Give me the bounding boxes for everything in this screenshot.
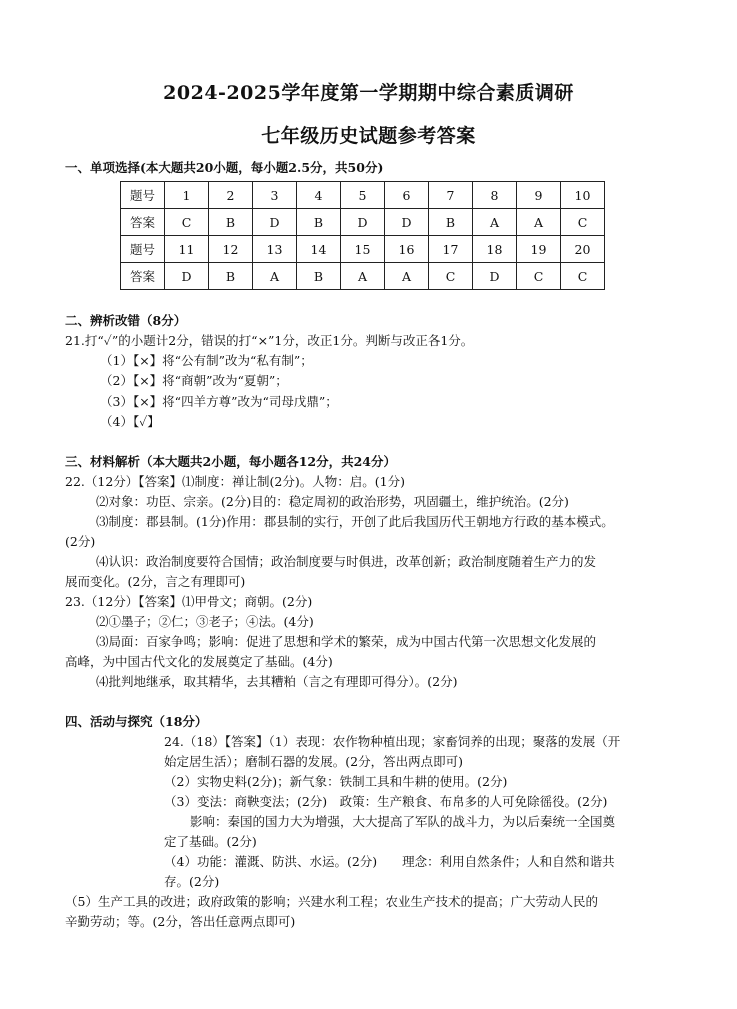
q24-line: （3）变法：商鞅变法；(2分) 政策：生产粮食、布帛多的人可免除徭役。(2分)	[164, 794, 608, 809]
table-cell: 8	[473, 182, 517, 209]
table-cell: B	[297, 209, 341, 236]
q24-line: 定了基础。(2分)	[164, 834, 257, 849]
table-cell: A	[517, 209, 561, 236]
q23-line: 23.（12分）【答案】⑴甲骨文；商朝。(2分)	[65, 594, 313, 609]
q21-item: （2）【×】将“商朝”改为“夏朝”；	[100, 373, 288, 388]
q23-line: ⑷批判地继承，取其精华，去其糟粕（言之有理即可得分）。(2分)	[96, 674, 458, 689]
table-cell: 15	[341, 236, 385, 263]
table-cell: A	[473, 209, 517, 236]
table-cell: C	[561, 209, 605, 236]
table-row-header: 答案	[121, 263, 165, 290]
table-cell: 3	[253, 182, 297, 209]
section1-heading: 一、单项选择(本大题共20小题，每小题2.5分，共50分)	[65, 160, 384, 175]
table-cell: 1	[165, 182, 209, 209]
q21-item: （1）【×】将“公有制”改为“私有制”；	[100, 353, 313, 368]
table-row-header: 答案	[121, 209, 165, 236]
q21-item: （3）【×】将“四羊方尊”改为“司母戊鼎”；	[100, 394, 338, 409]
table-cell: A	[341, 263, 385, 290]
table-cell: 12	[209, 236, 253, 263]
q24-line: （2）实物史料(2分)；新气象：铁制工具和牛耕的使用。(2分)	[164, 774, 508, 789]
table-cell: 5	[341, 182, 385, 209]
table-cell: 17	[429, 236, 473, 263]
q21-instruction: 21.打“✓”的小题计2分，错误的打“×”1分，改正1分。判断与改正各1分。	[65, 333, 474, 348]
q23-line: ⑵①墨子；②仁；③老子；④法。(4分)	[96, 614, 314, 629]
q24-line: 24.（18）【答案】（1）表现：农作物种植出现；家畜饲养的出现；聚落的发展（开	[164, 734, 621, 749]
table-cell: 10	[561, 182, 605, 209]
table-cell: 9	[517, 182, 561, 209]
q24-line: （5）生产工具的改进；政府政策的影响；兴建水利工程；农业生产技术的提高；广大劳动人民的	[65, 894, 598, 909]
q22-line: ⑶制度：郡县制。(1分)作用：郡县制的实行，开创了此后我国历代王朝地方行政的基本模式。	[96, 514, 614, 529]
q22-line: 展而变化。(2分，言之有理即可)	[65, 574, 246, 589]
table-cell: B	[209, 209, 253, 236]
section3-heading: 三、材料解析（本大题共2小题，每小题各12分，共24分）	[65, 454, 396, 469]
section4-heading: 四、活动与探究（18分）	[65, 714, 208, 729]
q24-line: （4）功能：灌溉、防洪、水运。(2分) 理念：利用自然条件；人和自然和谐共	[164, 854, 615, 869]
q24-line: 存。(2分)	[164, 874, 220, 889]
table-cell: 14	[297, 236, 341, 263]
q24-line: 影响：秦国的国力大为增强，大大提高了军队的战斗力，为以后秦统一全国奠	[190, 814, 616, 829]
table-cell: C	[165, 209, 209, 236]
table-cell: A	[253, 263, 297, 290]
q23-line: 高峰，为中国古代文化的发展奠定了基础。(4分)	[65, 654, 333, 669]
q24-line: 辛勤劳动；等。(2分，答出任意两点即可)	[65, 914, 296, 929]
table-cell: B	[297, 263, 341, 290]
table-cell: 16	[385, 236, 429, 263]
table-cell: 2	[209, 182, 253, 209]
table-cell: B	[429, 209, 473, 236]
table-row	[121, 182, 605, 209]
table-cell: 19	[517, 236, 561, 263]
table-cell: 13	[253, 236, 297, 263]
q23-line: ⑶局面：百家争鸣；影响：促进了思想和学术的繁荣，成为中国古代第一次思想文化发展的	[96, 634, 597, 649]
table-cell: C	[517, 263, 561, 290]
q22-line: ⑵对象：功臣、宗亲。(2分)目的：稳定周初的政治形势，巩固疆土，维护统治。(2分)	[96, 494, 569, 509]
table-row-header: 题号	[121, 236, 165, 263]
table-cell: D	[253, 209, 297, 236]
table-cell: D	[473, 263, 517, 290]
table-cell: 20	[561, 236, 605, 263]
table-cell: A	[385, 263, 429, 290]
table-cell: 7	[429, 182, 473, 209]
table-cell: D	[385, 209, 429, 236]
document-title: 2024-2025学年度第一学期期中综合素质调研	[163, 82, 574, 104]
table-row-header: 题号	[121, 182, 165, 209]
table-cell: 11	[165, 236, 209, 263]
table-cell: 6	[385, 182, 429, 209]
table-cell: C	[561, 263, 605, 290]
section2-heading: 二、辨析改错（8分）	[65, 313, 187, 328]
q22-line: 22.（12分）【答案】⑴制度：禅让制(2分)。人物：启。(1分)	[65, 474, 405, 489]
q22-line: ⑷认识：政治制度要符合国情；政治制度要与时俱进，改革创新；政治制度随着生产力的发	[96, 554, 597, 569]
q22-line: (2分)	[65, 534, 96, 549]
table-cell: C	[429, 263, 473, 290]
q24-line: 始定居生活）；磨制石器的发展。(2分，答出两点即可)	[164, 754, 463, 769]
answer-table	[120, 181, 605, 290]
table-cell: B	[209, 263, 253, 290]
table-row	[121, 263, 605, 290]
table-cell: D	[165, 263, 209, 290]
table-cell: 18	[473, 236, 517, 263]
table-cell: 4	[297, 182, 341, 209]
q21-item: （4）【✓】	[100, 414, 160, 429]
table-row	[121, 236, 605, 263]
document-subtitle: 七年级历史试题参考答案	[261, 125, 476, 147]
table-cell: D	[341, 209, 385, 236]
table-row	[121, 209, 605, 236]
